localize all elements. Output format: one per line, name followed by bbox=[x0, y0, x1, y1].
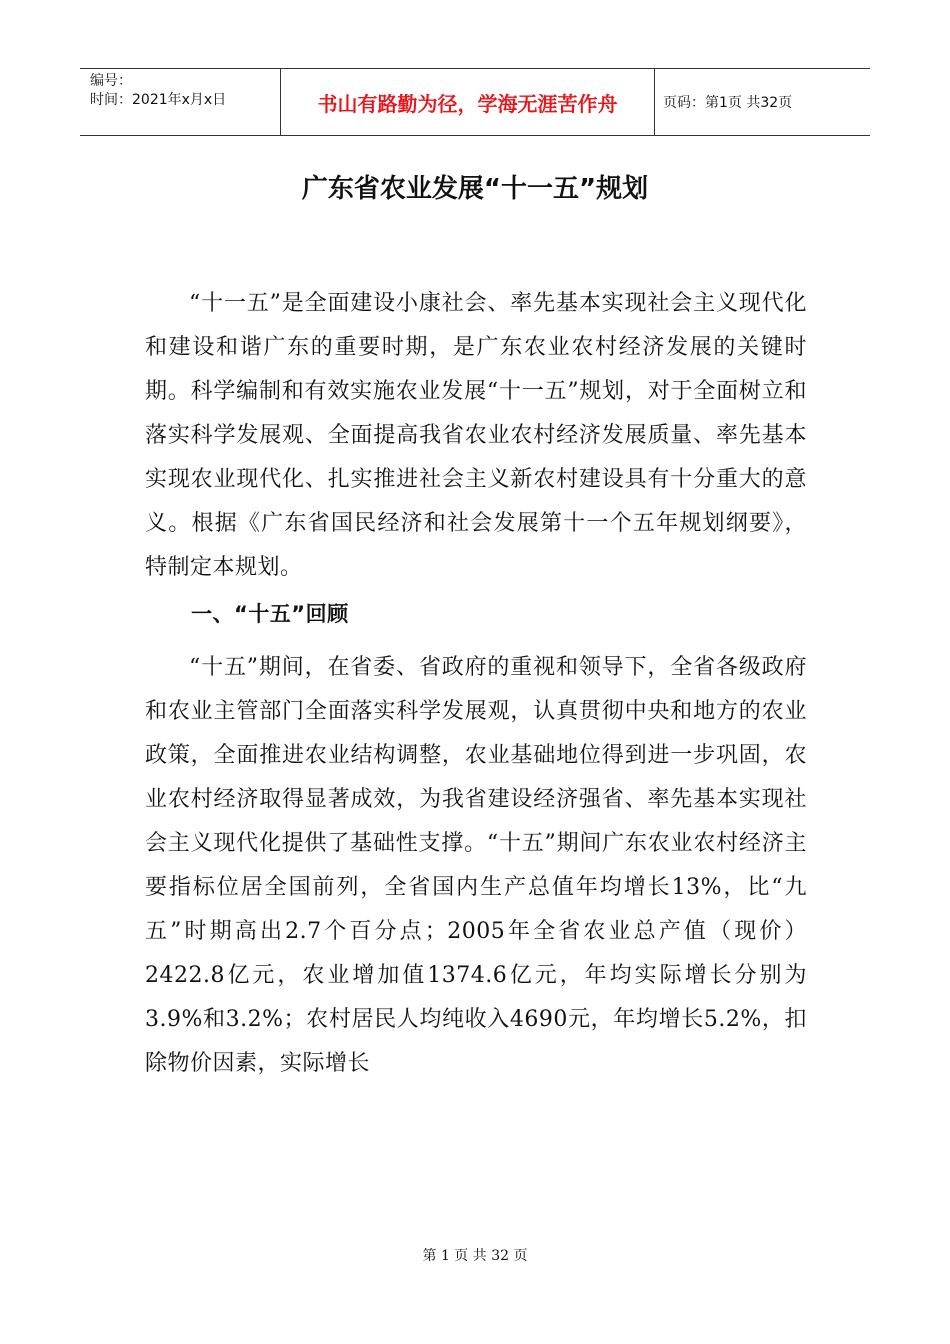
page-footer: 第 1 页 共 32 页 bbox=[422, 1248, 528, 1264]
page-info: 页码：第1页 共32页 bbox=[663, 95, 793, 111]
header-page-cell bbox=[655, 69, 870, 135]
document-header bbox=[80, 68, 870, 136]
time-label: 时间：2021年x月x日 bbox=[90, 92, 227, 108]
number-label: 编号： bbox=[90, 73, 132, 89]
document-title: 广东省农业发展“十一五”规划 bbox=[301, 174, 649, 204]
intro-paragraph: “十一五”是全面建设小康社会、率先基本实现社会主义现代化和建设和谐广东的重要时期，是广东农业农村经济发展的关键时期。科学编制和有效实施农业发展“十一五”规划，对于全面树立和落实科学发展观、全面提高我省农业农村经济发展质量、率先基本实现农业现代化、扎实推进社会主义新农村建设具有十分重大的意义。根据《广东省国民经济和社会发展第十一个五年规划纲要》，特制定本规划。 bbox=[145, 291, 807, 580]
section-heading: 一、“十五”回顾 bbox=[191, 602, 349, 626]
section-paragraph: “十五”期间，在省委、省政府的重视和领导下，全省各级政府和农业主管部门全面落实科学发展观，认真贯彻中央和地方的农业政策，全面推进农业结构调整，农业基础地位得到进一步巩固，农业农村经济取得显著成效，为我省建设经济强省、率先基本实现社会主义现代化提供了基础性支撑。“十五”期间广东农业农村经济主要指标位居全国前列，全省国内生产总值年均增长13%，比“九五”时期高出2.7个百分点；2005年全省农业总产值（现价）2422.8亿元，农业增加值1374.6亿元，年均实际增长分别为3.9%和3.2%；农村居民人均纯收入4690元，年均增长5.2%，扣除物价因素，实际增长 bbox=[145, 655, 807, 1076]
header-meta-cell bbox=[80, 69, 281, 135]
header-motto-cell bbox=[281, 69, 655, 135]
document-body bbox=[145, 282, 807, 1086]
motto-text: 书山有路勤为径，学海无涯苦作舟 bbox=[317, 91, 618, 116]
